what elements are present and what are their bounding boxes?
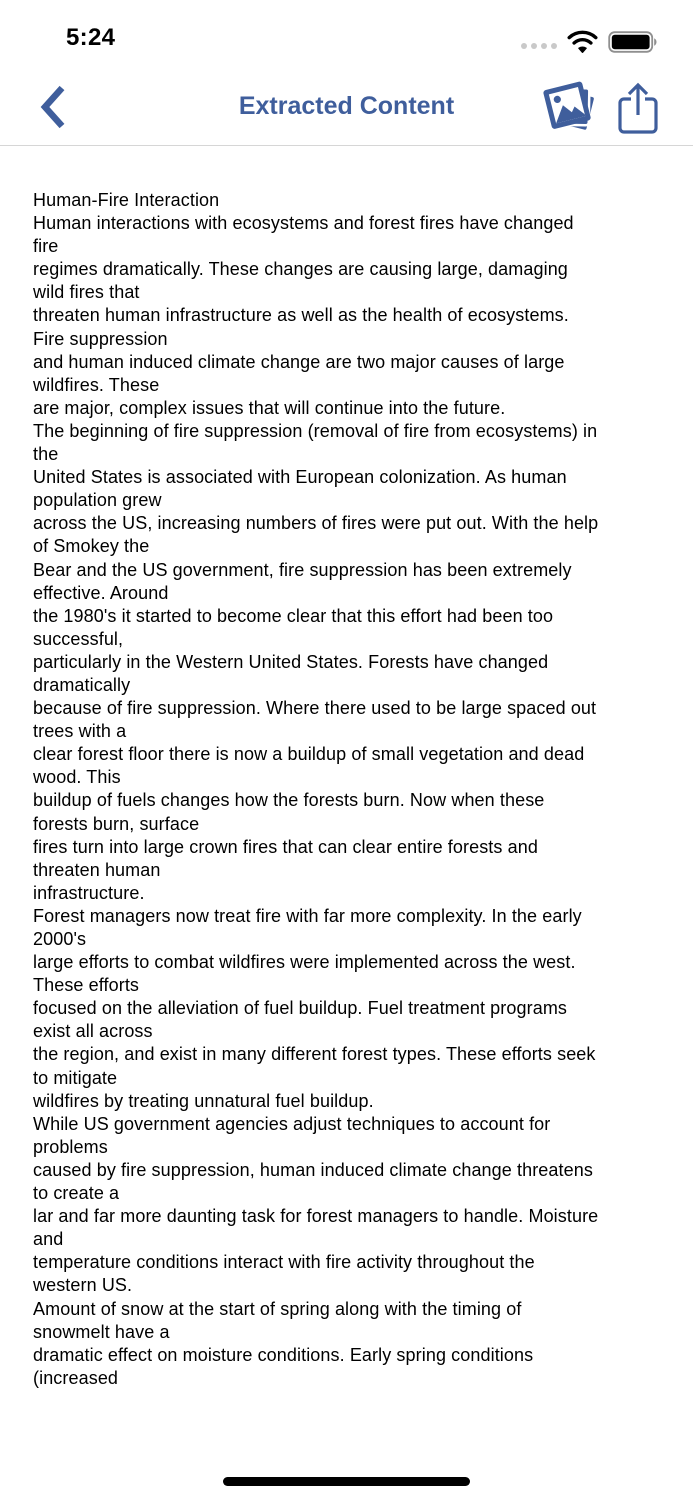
text-line: population grew xyxy=(33,490,162,511)
home-indicator[interactable] xyxy=(223,1477,470,1486)
text-line: threaten human infrastructure as well as the health of ecosystems. xyxy=(33,305,569,326)
text-line: caused by fire suppression, human induced climate change threatens xyxy=(33,1159,593,1180)
share-icon xyxy=(616,82,660,139)
text-line: across the US, increasing numbers of fires were put out. With the help xyxy=(33,513,599,534)
text-line: large efforts to combat wildfires were implemented across the west. xyxy=(33,952,576,973)
text-line: wildfires. These xyxy=(33,374,160,395)
photos-button[interactable] xyxy=(540,77,602,144)
text-line: the xyxy=(33,444,59,465)
text-line: threaten human xyxy=(33,859,161,880)
text-line: Bear and the US government, fire suppression has been extremely xyxy=(33,559,572,580)
text-line: wild fires that xyxy=(33,282,140,303)
page-title: Extracted Content xyxy=(238,92,455,120)
text-line: fire xyxy=(33,236,59,257)
text-line: Human interactions with ecosystems and forest fires have changed xyxy=(33,213,574,234)
text-line: United States is associated with European colonization. As human xyxy=(33,467,567,488)
text-line: and xyxy=(33,1229,64,1250)
text-line: fires turn into large crown fires that can clear entire forests and xyxy=(33,836,538,857)
text-line: clear forest floor there is now a buildup of small vegetation and dead xyxy=(33,744,585,765)
text-line: These efforts xyxy=(33,975,140,996)
text-line: Amount of snow at the start of spring along with the timing of xyxy=(33,1298,522,1319)
text-line: are major, complex issues that will continue into the future. xyxy=(33,397,506,418)
cellular-dot xyxy=(521,43,527,49)
cellular-dot xyxy=(541,43,547,49)
text-line: trees with a xyxy=(33,721,127,742)
text-line: focused on the alleviation of fuel buildup. Fuel treatment programs xyxy=(33,998,568,1019)
cellular-dot xyxy=(531,43,537,49)
text-line: and human induced climate change are two major causes of large xyxy=(33,351,565,372)
text-line: buildup of fuels changes how the forests burn. Now when these xyxy=(33,790,545,811)
status-bar xyxy=(0,0,693,75)
text-line: problems xyxy=(33,1136,108,1157)
text-line: exist all across xyxy=(33,1021,153,1042)
text-line: of Smokey the xyxy=(33,536,150,557)
text-line: temperature conditions interact with fire activity throughout the xyxy=(33,1252,535,1273)
nav-actions xyxy=(540,77,660,144)
text-line: forests burn, surface xyxy=(33,813,200,834)
text-line: The beginning of fire suppression (removal of fire from ecosystems) in xyxy=(33,420,598,441)
text-line: wood. This xyxy=(33,767,121,788)
photo-stack-icon xyxy=(540,77,602,144)
text-line: wildfires by treating unnatural fuel buildup. xyxy=(33,1090,374,1111)
text-line: the 1980's it started to become clear that this effort had been too xyxy=(33,605,554,626)
nav-divider xyxy=(0,145,693,146)
text-line: to mitigate xyxy=(33,1067,118,1088)
text-line: dramatic effect on moisture conditions. Early spring conditions xyxy=(33,1344,534,1365)
cellular-signal-dots-icon xyxy=(521,43,557,49)
wifi-icon xyxy=(567,30,598,53)
text-line: effective. Around xyxy=(33,582,169,603)
extracted-text-scroll-area[interactable] xyxy=(33,189,665,1390)
battery-icon xyxy=(608,31,657,53)
text-line: particularly in the Western United States. Forests have changed xyxy=(33,651,549,672)
text-line: 2000's xyxy=(33,929,87,949)
text-line: snowmelt have a xyxy=(33,1321,170,1342)
text-line: Human-Fire Interaction xyxy=(33,190,220,210)
text-line: Forest managers now treat fire with far more complexity. In the early xyxy=(33,905,582,926)
text-line: western US. xyxy=(33,1275,133,1296)
text-line: infrastructure. xyxy=(33,882,145,903)
text-line: regimes dramatically. These changes are causing large, damaging xyxy=(33,259,568,280)
text-line: the region, and exist in many different forest types. These efforts seek xyxy=(33,1044,596,1065)
text-line: successful, xyxy=(33,628,124,649)
text-line: lar and far more daunting task for forest managers to handle. Moisture xyxy=(33,1206,599,1227)
cellular-dot xyxy=(551,43,557,49)
text-line: because of fire suppression. Where there used to be large spaced out xyxy=(33,698,597,719)
text-line: While US government agencies adjust techniques to account for xyxy=(33,1113,551,1134)
nav-bar xyxy=(0,75,693,145)
text-line: to create a xyxy=(33,1183,120,1204)
text-line: (increased xyxy=(33,1367,119,1388)
status-icons xyxy=(521,30,657,53)
text-line: dramatically xyxy=(33,674,131,695)
text-line: Fire suppression xyxy=(33,328,168,349)
share-button[interactable] xyxy=(616,82,660,139)
status-time: 5:24 xyxy=(66,24,116,51)
